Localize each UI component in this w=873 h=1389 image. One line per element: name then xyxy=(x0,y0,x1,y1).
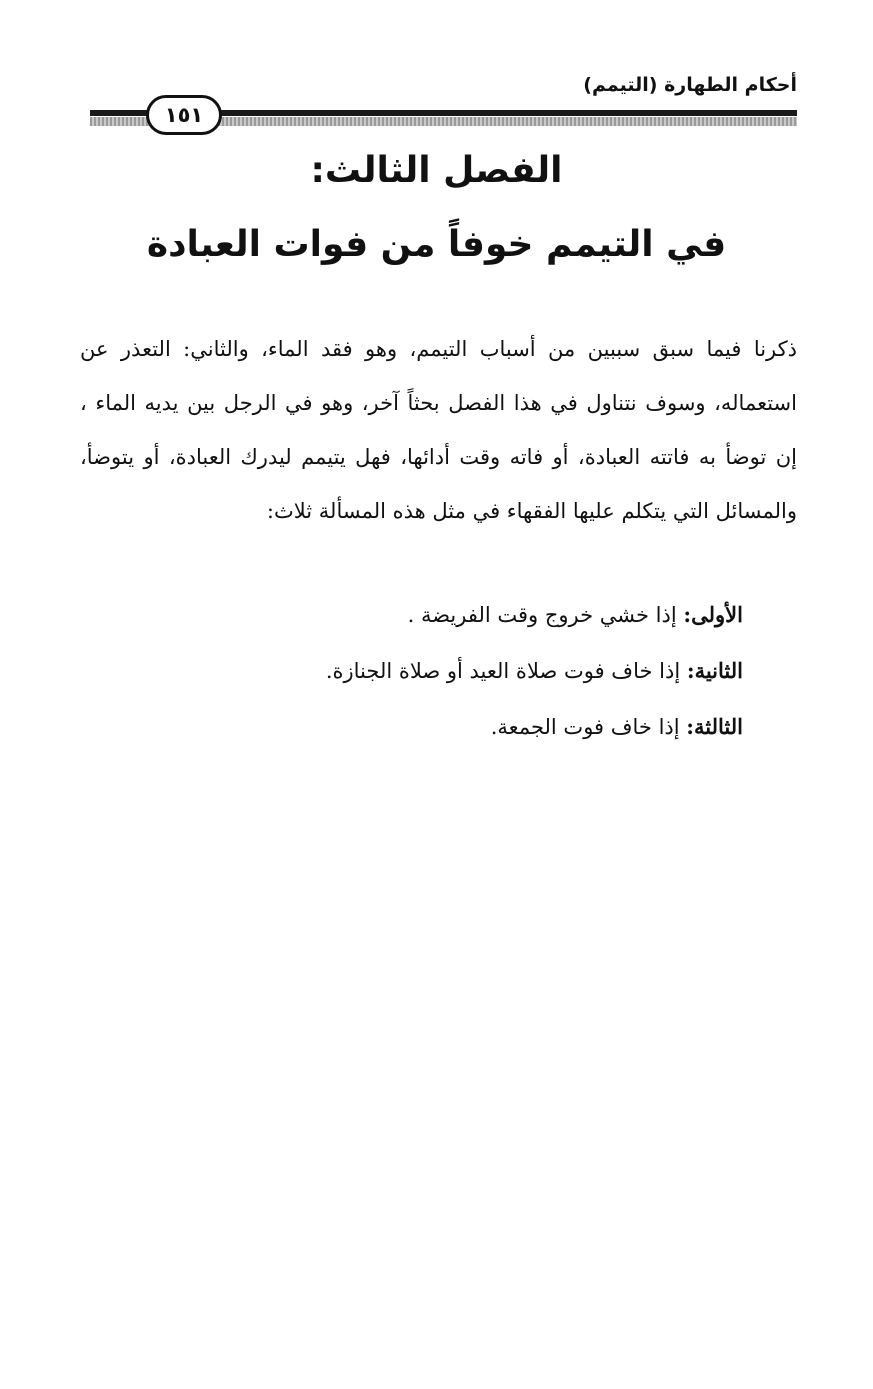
list-item-text: إذا خاف فوت الجمعة. xyxy=(490,715,687,739)
list-item-text: إذا خشي خروج وقت الفريضة . xyxy=(407,603,684,627)
list-item-label: الأولى: xyxy=(683,602,743,627)
list-item xyxy=(80,702,743,758)
list-item-text: إذا خاف فوت صلاة العيد أو صلاة الجنازة. xyxy=(325,659,687,683)
list-item-label: الثانية: xyxy=(686,658,743,683)
issues-list xyxy=(80,590,743,758)
chapter-title: في التيمم خوفاً من فوات العبادة xyxy=(146,224,727,265)
body-paragraph: ذكرنا فيما سبق سببين من أسباب التيمم، وهو فقد الماء، والثاني: التعذر عن استعماله، وسوف نتناول في هذا الفصل بحثاً آخر، وهو في الرجل بين يديه الماء ، إن توضأ به فاتته العبادة، أو فاته وقت أدائها، فهل يتيمم ليدرك العبادة، أو يتوضأ، والمسائل التي يتكلم عليها الفقهاء في مثل هذه المسألة ثلاث: xyxy=(80,337,797,523)
list-item xyxy=(80,646,743,702)
page-number: ١٥١ xyxy=(146,95,222,135)
list-item xyxy=(80,590,743,646)
running-header-title: أحكام الطهارة (التيمم) xyxy=(583,74,797,96)
list-item-label: الثالثة: xyxy=(686,714,743,739)
chapter-label: الفصل الثالث: xyxy=(310,150,563,191)
